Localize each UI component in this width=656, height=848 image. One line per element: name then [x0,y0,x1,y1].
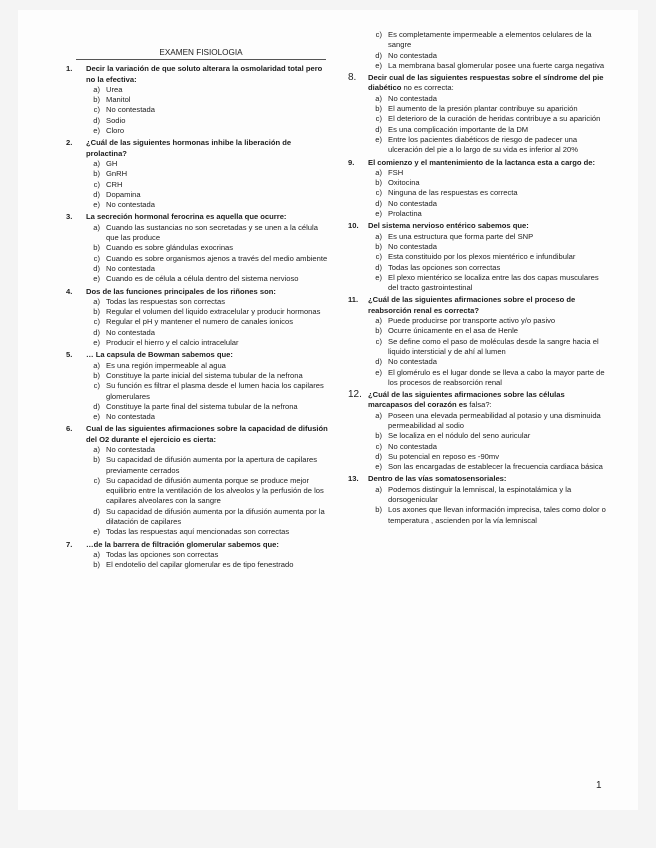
answer-option [348,125,610,135]
option-text: Su potencial en reposo es -90mv [388,451,500,461]
question-number: 10. [348,221,359,231]
answer-option [66,126,328,136]
question-text: ¿Cuál de las siguientes afirmaciones sobre las células marcapasos del corazón es falsa?: [368,390,565,410]
answer-option [348,263,610,273]
answer-option [66,412,328,422]
answer-option [66,180,328,190]
question-header [348,390,610,411]
option-text: Constituye la parte inicial del sistema tubular de la nefrona [106,370,303,380]
answer-option [66,223,328,244]
question-number: 4. [66,286,73,296]
option-letter: e) [375,272,382,282]
option-letter: c) [93,179,100,189]
option-text: Constituye la parte final del sistema tubular de la nefrona [106,401,298,411]
option-text: Podemos distinguir la lemniscal, la espinotalámica y la dorsogenicular [388,484,572,505]
option-letter: a) [375,410,382,420]
question-header [66,350,328,360]
option-text: FSH [388,167,404,177]
option-text: Se define como el paso de moléculas desde la sangre hacia el liquido intersticial y de ahí al lumen [388,336,599,356]
option-text: Es una estructura que forma parte del SNP [388,231,534,241]
answer-option [348,135,610,156]
question-number: 7. [66,539,73,549]
question-header [66,540,328,550]
answer-option [66,507,328,528]
answer-option [348,337,610,358]
answer-option [348,326,610,336]
option-text: Cuando es de célula a célula dentro del sistema nervioso [106,274,299,284]
answer-option [66,264,328,274]
option-letter: d) [93,327,100,337]
option-text: GnRH [106,169,128,179]
option-text: Todas las opciones son correctas [106,549,219,559]
option-text: No contestada [388,357,437,367]
option-letter: a) [375,167,382,177]
question-number: 8. [348,72,357,84]
answer-option [66,169,328,179]
option-text: Esta constituido por los plexos mientérico e infundibular [388,252,576,262]
question-header [66,138,328,159]
answer-option [66,243,328,253]
option-letter: e) [375,462,382,472]
option-text: No contestada [106,444,155,454]
exam-page [18,10,638,810]
option-letter: c) [375,252,382,262]
option-letter: a) [375,93,382,103]
question-header [348,158,610,168]
answer-option [66,455,328,476]
question-header [66,287,328,297]
question-block [348,474,610,525]
question-number: 2. [66,138,73,148]
answer-option [66,381,328,402]
question-text: Cual de las siguientes afirmaciones sobre la capacidad de difusión del O2 durante el ejercicio es cierta: [86,424,328,444]
option-text: Regular el pH y mantener el numero de canales ionicos [106,317,293,327]
option-letter [86,190,106,200]
option-text: Todas las respuestas aquí mencionadas son correctas [106,527,290,537]
question-header [348,474,610,484]
question-text: La secreción hormonal ferocrina es aquella que ocurre: [86,212,287,222]
option-letter: b) [93,455,100,465]
option-text: Todas las opciones son correctas [388,262,501,272]
option-text: Se localiza en el nódulo del seno auricular [388,431,531,441]
question-number: 12. [348,389,362,401]
option-text: No contestada [106,200,155,210]
answer-option [66,338,328,348]
question-block [66,540,328,571]
answer-option [348,209,610,219]
question-number: 5. [66,350,73,360]
answer-option [66,307,328,317]
option-text: Regular el volumen del liquido extracelular y producir hormonas [106,307,321,317]
answer-option [66,317,328,327]
question-block [348,390,610,472]
option-text: Cuando es sobre glándulas exocrinas [106,243,234,253]
question-block [348,73,610,155]
option-text: Manitol [106,95,131,105]
left-questions [66,64,328,570]
option-text: Prolactina [388,209,422,219]
option-text: El endotelio del capilar glomerular es de tipo fenestrado [106,560,294,570]
option-text: Dopamina [106,189,141,199]
option-text: Cuando es sobre organismos ajenos a través del medio ambiente [106,253,328,263]
answer-option [348,61,610,71]
answer-option [348,462,610,472]
option-text: No contestada [106,412,155,422]
option-text: Producir el hierro y el calcio intracelular [106,338,239,348]
option-letter: b) [375,431,382,441]
answer-option [348,357,610,367]
answer-option [66,328,328,338]
option-letter: d) [93,263,100,273]
option-text: CRH [106,179,123,189]
option-letter: d) [375,50,382,60]
selected-answer-mark: a) [93,84,100,94]
answer-option [348,442,610,452]
option-text: Los axones que llevan información imprecisa, tales como dolor o temperatura , ascienden por la vía lemniscal [388,505,606,525]
question-block [66,287,328,349]
question-block [348,158,610,220]
question-text: Del sistema nervioso entérico sabemos que: [368,221,529,231]
option-letter: b) [93,370,100,380]
option-letter: a) [93,158,100,168]
option-text: El glomérulo es el lugar donde se lleva a cabo la mayor parte de los procesos de reabsorción renal [388,367,605,387]
option-letter: a) [375,316,382,326]
option-text: No contestada [106,327,155,337]
option-text: No contestada [388,50,437,60]
option-text: Cloro [106,126,125,136]
option-text: Ocurre únicamente en el asa de Henle [388,326,519,336]
option-text: Ninguna de las respuestas es correcta [388,188,518,198]
option-text: Su función es filtrar el plasma desde el lumen hacia los capilares glomerulares [106,381,324,401]
option-letter: e) [375,60,382,70]
question-text: …de la barrera de filtración glomerular sabemos que: [86,539,279,549]
option-letter: b) [375,178,382,188]
option-letter: e) [93,274,100,284]
question-text: ¿Cuál de las siguientes afirmaciones sobre el proceso de reabsorción renal es correcta? [368,295,576,315]
option-letter [86,85,106,95]
answer-option [348,485,610,506]
question-number: 1. [66,64,73,74]
answer-option [66,445,328,455]
option-letter: d) [93,401,100,411]
question-header [66,212,328,222]
option-text: Todas las respuestas son correctas [106,296,226,306]
option-letter: c) [93,253,100,263]
option-letter: c) [375,114,382,124]
answer-option [66,95,328,105]
option-letter: b) [375,505,382,515]
answer-option [348,252,610,262]
option-text: Su capacidad de difusión aumenta porque se produce mejor equilibrio entre la ventilación de los alveolos y la perfusión de los capilares alveolares con la sangre [106,475,324,506]
option-letter: e) [375,209,382,219]
option-letter: e) [93,527,100,537]
question-number: 9. [348,157,355,167]
option-text: Es completamente impermeable a elementos celulares de la sangre [388,30,592,50]
question-text: Decir cual de las siguientes respuestas sobre el síndrome del pie diabético no es correcta: [368,73,604,93]
option-letter: c) [375,30,382,39]
question-text: Decir la variación de que soluto alterara la osmolaridad total pero no la efectiva: [86,64,323,84]
answer-option [66,116,328,126]
question-header [66,64,328,85]
option-text: No contestada [388,198,437,208]
answer-option [66,274,328,284]
option-letter: e) [93,200,100,210]
option-text: No contestada [388,241,437,251]
question-number: 6. [66,424,73,434]
answer-option [348,114,610,124]
question-header [66,424,328,445]
option-text: El deterioro de la curación de heridas contribuye a su aparición [388,114,601,124]
answer-option [66,527,328,537]
answer-option [348,316,610,326]
option-letter: d) [375,262,382,272]
question-number: 13. [348,474,359,484]
answer-option [348,51,610,61]
answer-option [348,452,610,462]
question-block [66,138,328,210]
question-number: 3. [66,212,73,222]
option-letter: b) [93,95,100,105]
option-letter: d) [375,198,382,208]
question-block [66,424,328,537]
answer-option [348,94,610,104]
option-letter: e) [93,412,100,422]
answer-option [66,550,328,560]
option-text: No contestada [388,441,437,451]
continued-options [348,30,610,71]
option-letter: b) [93,307,100,317]
option-text: Sodio [106,115,126,125]
option-letter: e) [375,134,382,144]
left-column [66,48,328,571]
selected-answer-mark: d) [93,189,100,199]
option-letter: d) [93,506,100,516]
question-text: … La capsula de Bowman sabemos que: [86,350,233,360]
option-letter: b) [93,243,100,253]
option-text: El aumento de la presión plantar contribuye su aparición [388,104,578,114]
answer-option [66,190,328,200]
option-letter: a) [93,360,100,370]
option-letter: c) [93,105,100,115]
option-text: La membrana basal glomerular posee una fuerte carga negativa [388,60,605,70]
answer-option [348,104,610,114]
option-text: Son las encargadas de establecer la frecuencia cardiaca básica [388,462,603,472]
option-text: Poseen una elevada permeabilidad al potasio y una disminuida permeabilidad al sodio [388,410,601,430]
option-text: El plexo mientérico se localiza entre las dos capas musculares del tracto gastrointestinal [388,272,599,293]
option-text: Su capacidad de difusión aumenta por la difusión aumenta por la dilatación de capilares [106,506,325,527]
option-text: Su capacidad de difusión aumenta por la apertura de capilares previamente cerrados [106,455,318,475]
option-letter: b) [375,104,382,114]
answer-option [348,188,610,198]
answer-option [66,402,328,412]
answer-option [348,505,610,526]
question-text: El comienzo y el mantenimiento de la lactanca esta a cargo de: [368,157,596,167]
answer-option [66,105,328,115]
option-letter: b) [375,241,382,251]
right-column [348,30,610,526]
option-letter: a) [375,484,382,494]
option-letter: d) [93,115,100,125]
option-letter: b) [93,169,100,179]
answer-option [66,159,328,169]
option-text: Es una complicación importante de la DM [388,124,529,134]
option-text: Urea [106,84,123,94]
option-letter: e) [93,126,100,136]
option-text: Oxitocina [388,178,420,188]
option-letter: b) [375,326,382,336]
answer-option [66,361,328,371]
answer-option [66,476,328,507]
option-letter: c) [93,317,100,327]
option-letter: b) [93,560,100,570]
option-text: No contestada [106,105,155,115]
answer-option [348,199,610,209]
answer-option [66,371,328,381]
answer-option [348,168,610,178]
option-letter: a) [93,296,100,306]
option-text: No contestada [106,263,155,273]
question-block [66,64,328,136]
answer-option [348,242,610,252]
option-letter: a) [93,222,100,232]
right-questions [348,73,610,526]
question-block [66,212,328,284]
option-letter: d) [375,451,382,461]
question-header [348,221,610,231]
option-text: No contestada [388,93,437,103]
answer-option [348,30,610,51]
answer-option [66,200,328,210]
answer-option [66,85,328,95]
answer-option [348,431,610,441]
option-letter: c) [93,475,100,485]
option-text: Entre los pacientes diabéticos de riesgo de padecer una ulceración del pie a lo largo de su vida es inferior al 20% [388,134,578,155]
option-text: Puede producirse por transporte activo y/o pasivo [388,316,556,326]
option-letter: e) [93,338,100,348]
question-text-tail: no es correcta: [401,83,454,93]
answer-option [348,178,610,188]
question-block [66,350,328,422]
question-number: 11. [348,295,359,305]
option-letter: d) [375,124,382,134]
option-letter: e) [375,367,382,377]
option-letter: c) [375,336,382,346]
option-letter: d) [375,357,382,367]
answer-option [66,297,328,307]
option-letter: c) [375,188,382,198]
question-text: Dentro de las vías somatosensoriales: [368,474,507,484]
question-header [348,295,610,316]
option-letter: c) [93,381,100,391]
option-letter: a) [93,549,100,559]
option-letter: a) [93,444,100,454]
answer-option [348,273,610,294]
page-number: 1 [596,780,602,791]
question-block [348,295,610,388]
option-letter: c) [375,441,382,451]
option-letter: a) [375,231,382,241]
question-text: ¿Cuál de las siguientes hormonas inhibe la liberación de prolactina? [86,138,292,158]
exam-title: EXAMEN FISIOLOGIA [76,48,326,60]
question-text: Dos de las funciones principales de los riñones son: [86,286,276,296]
option-text: Es una región impermeable al agua [106,360,226,370]
option-text: Cuando las sustancias no son secretadas y se unen a la célula que las produce [106,222,318,243]
answer-option [348,232,610,242]
question-text-tail: falsa?: [467,400,492,410]
answer-option [66,254,328,264]
question-block [348,221,610,293]
question-header [348,73,610,94]
answer-option [66,560,328,570]
answer-option [348,411,610,432]
answer-option [348,368,610,389]
option-text: GH [106,158,118,168]
